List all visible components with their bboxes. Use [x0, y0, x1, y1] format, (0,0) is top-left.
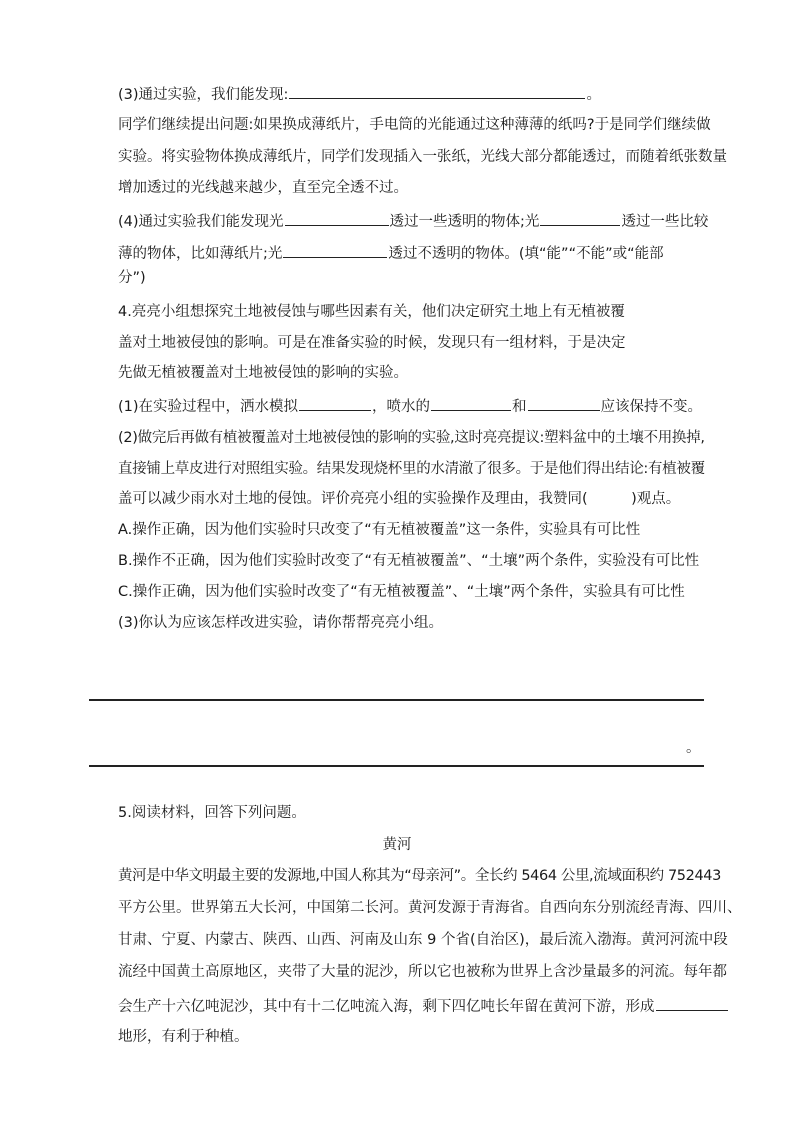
- q4-sub1-blank-1[interactable]: [299, 395, 371, 411]
- q4-sub1-blank-2[interactable]: [431, 395, 511, 411]
- q3-4-text-b: 透过一些透明的物体;光: [389, 214, 540, 230]
- q4-intro-line-3: 先做无植被覆盖对土地被侵蚀的影响的实验。: [118, 365, 408, 381]
- q4-sub2-line-2: 直接铺上草皮进行对照组实验。结果发现烧杯里的水清澈了很多。于是他们得出结论:有植被覆: [118, 461, 705, 477]
- answer-end-period: 。: [686, 740, 701, 756]
- q4-sub2-line-1: (2)做完后再做有植被覆盖对土地被侵蚀的影响的实验,这时亮亮提议:塑料盆中的土壤不用换掉,: [118, 430, 705, 446]
- q4-intro-line-2: 盖对土地被侵蚀的影响。可是在准备实验的时候，发现只有一组材料，于是决定: [118, 335, 626, 351]
- q3-4-line-1: [118, 210, 708, 232]
- q5-answer-blank[interactable]: [656, 995, 728, 1011]
- q3-4-blank-1[interactable]: [285, 210, 389, 226]
- q3-3-suffix: 。: [586, 87, 601, 103]
- q4-option-b: B.操作不正确，因为他们实验时改变了“有无植被覆盖”、“土壤”两个条件，实验没有可比性: [118, 553, 700, 569]
- q5-body-line-2: 平方公里。世界第五大长河，中国第二长河。黄河发源于青海省。自西向东分别流经青海、四川、: [118, 900, 742, 916]
- q4-sub1-text-d: 应该保持不变。: [600, 399, 703, 415]
- q3-4-blank-3[interactable]: [283, 242, 387, 258]
- q5-body-line-1: 黄河是中华文明最主要的发源地,中国人称其为“母亲河”。全长约 5464 公里,流域面积约 752443: [118, 868, 721, 884]
- answer-line-2[interactable]: [89, 765, 704, 767]
- q5-body-line-6: 地形，有利于种植。: [118, 1029, 249, 1045]
- q4-sub1: [118, 395, 702, 417]
- paper-para-line-1: 同学们继续提出问题:如果换成薄纸片，手电筒的光能通过这种薄薄的纸吗?于是同学们继续做: [118, 117, 711, 133]
- q4-sub1-blank-3[interactable]: [528, 395, 600, 411]
- q4-intro-line-1: 4.亮亮小组想探究土地被侵蚀与哪些因素有关，他们决定研究土地上有无植被覆: [118, 304, 625, 320]
- q5-body-line-4: 流经中国黄土高原地区，夹带了大量的泥沙，所以它也被称为世界上含沙量最多的河流。每年都: [118, 964, 727, 980]
- q4-sub1-text-a: (1)在实验过程中，洒水模拟: [118, 399, 299, 415]
- q5-body-line-5: [118, 995, 729, 1017]
- q4-option-a: A.操作正确，因为他们实验时只改变了“有无植被覆盖”这一条件，实验具有可比性: [118, 522, 641, 538]
- q3-4-text-e: 透过不透明的物体。(填“能”“不能”或“能部: [388, 246, 664, 262]
- q3-3-answer-blank[interactable]: [289, 83, 585, 99]
- q3-3-prefix: (3)通过实验，我们能发现:: [118, 87, 289, 103]
- q3-4-text-c: 透过一些比较: [621, 214, 709, 230]
- q3-4-line-3: 分”): [118, 270, 146, 286]
- q5-passage-title: 黄河: [382, 837, 412, 853]
- q4-sub3: (3)你认为应该怎样改进实验，请你帮帮亮亮小组。: [118, 615, 444, 631]
- answer-line-1[interactable]: [89, 699, 704, 701]
- q4-sub1-text-c: 和: [512, 399, 527, 415]
- q5-intro: 5.阅读材料，回答下列问题。: [118, 805, 306, 821]
- q3-3-line: [118, 83, 601, 105]
- paper-para-line-2: 实验。将实验物体换成薄纸片，同学们发现插入一张纸，光线大部分都能透过，而随着纸张数量: [118, 149, 727, 165]
- q3-4-text-a: (4)通过实验我们能发现光: [118, 214, 284, 230]
- q5-body-line-5-text: 会生产十六亿吨泥沙，其中有十二亿吨流入海，剩下四亿吨长年留在黄河下游，形成: [118, 999, 655, 1015]
- paper-para-line-3: 增加透过的光线越来越少，直至完全透不过。: [118, 180, 408, 196]
- q3-4-blank-2[interactable]: [540, 210, 620, 226]
- q5-body-line-3: 甘肃、宁夏、内蒙古、陕西、山西、河南及山东 9 个省(自治区)，最后流入渤海。黄河河流中段: [118, 932, 728, 948]
- q3-4-line-2: [118, 242, 664, 264]
- q3-4-text-d: 薄的物体，比如薄纸片;光: [118, 246, 283, 262]
- q4-sub2-line-3: 盖可以减少雨水对土地的侵蚀。评价亮亮小组的实验操作及理由，我赞同( )观点。: [118, 491, 681, 507]
- q4-sub1-text-b: ，喷水的: [372, 399, 431, 415]
- q4-option-c: C.操作正确，因为他们实验时改变了“有无植被覆盖”、“土壤”两个条件，实验具有可比性: [118, 584, 685, 600]
